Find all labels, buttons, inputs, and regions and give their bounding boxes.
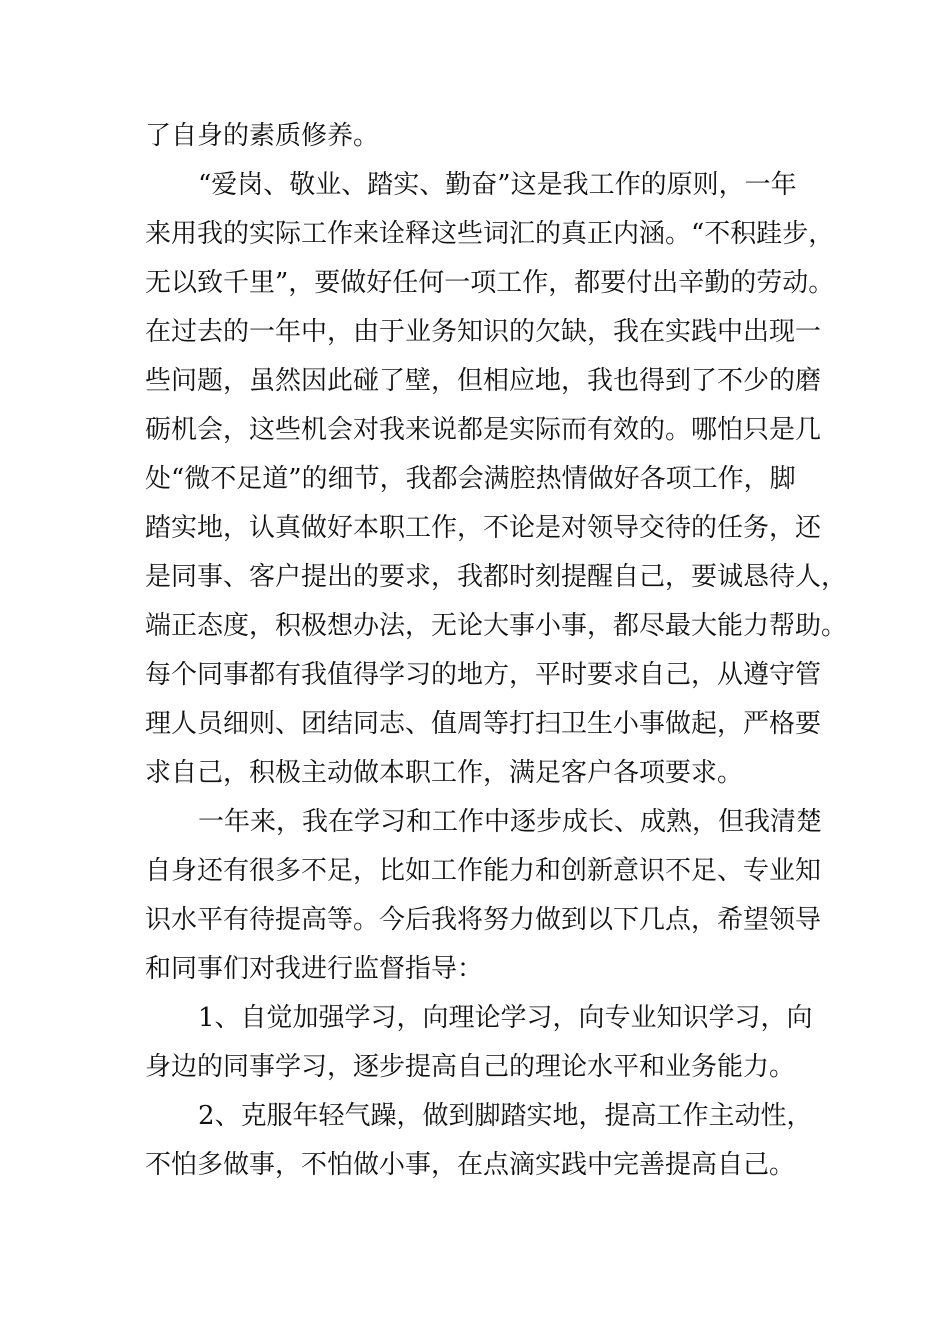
text-line: 处“微不足道”的细节，我都会满腔热情做好各项工作，脚 (145, 464, 796, 494)
text-line: 不怕多做事，不怕做小事，在点滴实践中完善提高自己。 (145, 1150, 796, 1180)
text-line: 了自身的素质修养。 (145, 121, 380, 151)
text-line: 1、自觉加强学习，向理论学习，向专业知识学习，向 (198, 1003, 813, 1033)
text-line: 踏实地，认真做好本职工作，不论是对领导交待的任务，还 (145, 513, 822, 543)
text-line: 和同事们对我进行监督指导： (145, 954, 484, 984)
text-line: 自身还有很多不足，比如工作能力和创新意识不足、专业知 (145, 856, 822, 886)
text-line: 是同事、客户提出的要求，我都时刻提醒自己，要诚恳待人， (145, 562, 848, 592)
text-line: 砺机会，这些机会对我来说都是实际而有效的。哪怕只是几 (145, 415, 822, 445)
text-line: 些问题，虽然因此碰了壁，但相应地，我也得到了不少的磨 (145, 366, 822, 396)
text-line: 一年来，我在学习和工作中逐步成长、成熟，但我清楚 (198, 807, 823, 837)
text-line: 身边的同事学习，逐步提高自己的理论水平和业务能力。 (145, 1052, 796, 1082)
text-line: 识水平有待提高等。今后我将努力做到以下几点，希望领导 (145, 905, 822, 935)
text-line: 每个同事都有我值得学习的地方，平时要求自己，从遵守管 (145, 660, 822, 690)
text-line: 在过去的一年中，由于业务知识的欠缺，我在实践中出现一 (145, 317, 822, 347)
text-line: “爱岗、敬业、踏实、勤奋”这是我工作的原则，一年 (198, 170, 797, 200)
text-line: 求自己，积极主动做本职工作，满足客户各项要求。 (145, 758, 744, 788)
text-line: 无以致千里”，要做好任何一项工作，都要付出辛勤的劳动。 (145, 268, 835, 298)
text-line: 来用我的实际工作来诠释这些词汇的真正内涵。“不积跬步， (145, 219, 835, 249)
text-line: 理人员细则、团结同志、值周等打扫卫生小事做起，严格要 (145, 709, 822, 739)
text-line: 2、克服年轻气躁，做到脚踏实地，提高工作主动性， (198, 1101, 813, 1131)
text-line: 端正态度，积极想办法，无论大事小事，都尽最大能力帮助。 (145, 611, 848, 641)
